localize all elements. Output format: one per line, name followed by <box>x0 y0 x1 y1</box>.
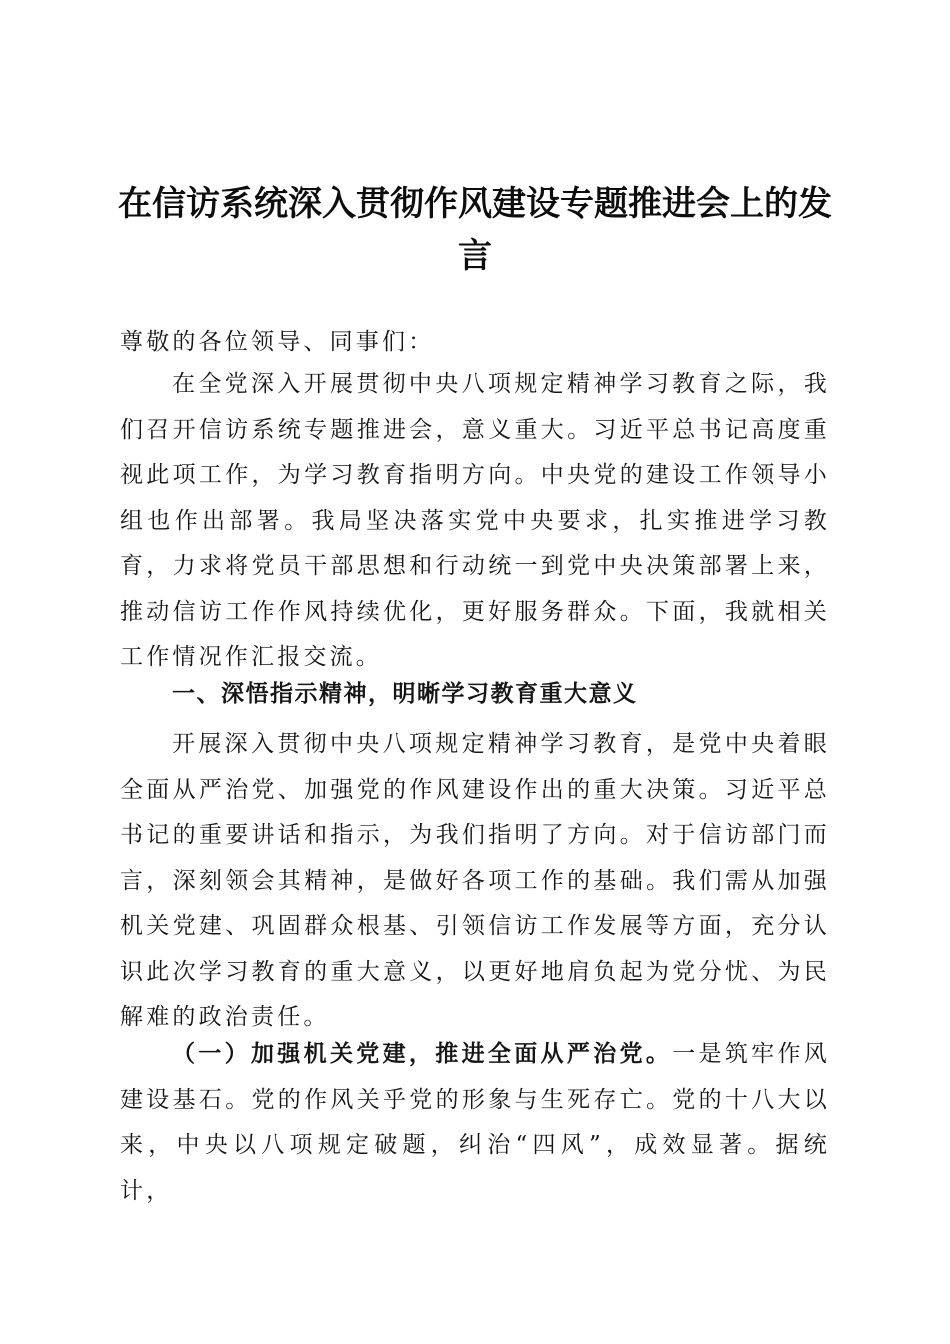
paragraph-subsection-1 <box>120 1031 830 1214</box>
subsection-text: 一是筑牢作风建设基石。党的作风关乎党的形象与生死存亡。党的十八大以来，中央以八项规定破题，纠治“四风”，成效显著。据统计， <box>120 1041 830 1204</box>
section-heading-1: 一、深悟指示精神，明晰学习教育重大意义 <box>172 681 638 707</box>
document-title: 在信访系统深入贯彻作风建设专题推进会上的发言 <box>118 184 832 276</box>
paragraph-section-1: 开展深入贯彻中央八项规定精神学习教育，是党中央着眼全面从严治党、加强党的作风建设作出的重大决策。习近平总书记的重要讲话和指示，为我们指明了方向。对于信访部门而言，深刻领会其精神，是做好各项工作的基础。我们需从加强机关党建、巩固群众根基、引领信访工作发展等方面，充分认识此次学习教育的重大意义，以更好地肩负起为党分忧、为民解难的政治责任。 <box>120 731 830 1030</box>
greeting: 尊敬的各位领导、同事们： <box>120 329 435 355</box>
subsection-lead: （一）加强机关党建，推进全面从严治党。 <box>172 1040 673 1067</box>
paragraph-intro: 在全党深入开展贯彻中央八项规定精神学习教育之际，我们召开信访系统专题推进会，意义重大。习近平总书记高度重视此项工作，为学习教育指明方向。中央党的建设工作领导小组也作出部署。我局坚决落实党中央要求，扎实推进学习教育，力求将党员干部思想和行动统一到党中央决策部署上来，推动信访工作作风持续优化，更好服务群众。下面，我就相关工作情况作汇报交流。 <box>120 371 830 670</box>
